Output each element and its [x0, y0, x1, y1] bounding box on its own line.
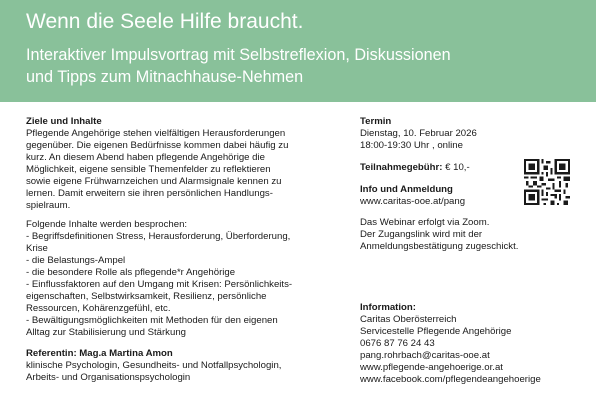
list-item-line: eigenschaften, Selbstwirksamkeit, Resilienz, persönliche — [26, 291, 267, 302]
speaker-line: Arbeits- und Organisationspsychologin — [26, 372, 191, 383]
termin-date: Dienstag, 10. Februar 2026 — [360, 128, 477, 139]
list-item-line: Ressourcen, Kohärenzgefühl, etc. — [26, 303, 171, 314]
list-item-line: Krise — [26, 243, 48, 254]
list-item-line: Alltag zur Stabilisierung und Stärkung — [26, 327, 186, 338]
text-line: Pflegende Angehörige stehen vielfältigen Herausforderungen — [26, 128, 286, 139]
termin-time: 18:00-19:30 Uhr , online — [360, 140, 463, 151]
header-banner — [0, 0, 596, 102]
text-line: gegenüber. Die eigenen Bedürfnisse kommen dabei häufig zu — [26, 140, 289, 151]
list-item-line: - Einflussfaktoren auf den Umgang mit Krisen: Persönlichkeits- — [26, 279, 293, 290]
webinar-line: Der Zugangslink wird mit der — [360, 229, 483, 240]
fee-value: € 10,- — [442, 162, 470, 173]
contact-email-link[interactable]: pang.rohrbach@caritas-ooe.at — [360, 350, 490, 361]
webinar-line: Das Webinar erfolgt via Zoom. — [360, 217, 490, 228]
list-item-line: - die besondere Rolle als pflegende*r Angehörige — [26, 267, 236, 278]
contact-dept: Servicestelle Pflegende Angehörige — [360, 326, 512, 337]
fee-label: Teilnahmegebühr: — [360, 162, 443, 173]
page-title: Wenn die Seele Hilfe braucht. — [26, 10, 304, 33]
subtitle-line: und Tipps zum Mitnachhause-Nehmen — [26, 68, 304, 86]
list-item — [26, 231, 344, 255]
contact-phone[interactable]: 0676 87 76 24 43 — [360, 338, 435, 349]
contact-org: Caritas Oberösterreich — [360, 314, 457, 325]
list-item-line: - Bewältigungsmöglichkeiten mit Methoden für den eigenen — [26, 315, 278, 326]
registration-link[interactable]: www.caritas-ooe.at/pang — [360, 196, 466, 207]
page-subtitle — [26, 44, 451, 88]
list-item — [26, 255, 344, 267]
topics-intro: Folgende Inhalte werden besprochen: — [26, 219, 188, 230]
goals-heading: Ziele und Inhalte — [26, 116, 102, 127]
list-item-line: - die Belastungs-Ampel — [26, 255, 126, 266]
speaker-line: klinische Psychologin, Gesundheits- und Notfallpsychologin, — [26, 360, 282, 371]
qr-code-icon[interactable] — [524, 159, 570, 205]
contact-heading: Information: — [360, 302, 416, 313]
webinar-line: Anmeldungsbestätigung zugeschickt. — [360, 241, 519, 252]
left-column — [26, 116, 344, 384]
info-heading: Info und Anmeldung — [360, 184, 453, 195]
speaker-heading: Referentin: Mag.a Martina Amon — [26, 348, 173, 359]
facebook-link[interactable]: www.facebook.com/pflegendeangehoerige — [360, 374, 541, 385]
right-column — [360, 116, 596, 386]
list-item — [26, 267, 344, 279]
goals-text — [26, 128, 344, 212]
website-link[interactable]: www.pflegende-angehoerige.or.at — [360, 362, 503, 373]
list-item-line: - Begriffsdefinitionen Stress, Herausforderung, Überforderung, — [26, 231, 291, 242]
text-line: lernen. Damit erweitern sie ihren persönlichen Handlungs- — [26, 188, 273, 199]
text-line: spielraum. — [26, 200, 71, 211]
text-line: Möglichkeit, eigene sensible Themenfelder zu reflektieren — [26, 164, 271, 175]
topics-list — [26, 231, 344, 339]
text-line: sowie eigene Frühwarnzeichen und Alarmsignale kennen zu — [26, 176, 282, 187]
list-item — [26, 279, 344, 315]
subtitle-line: Interaktiver Impulsvortrag mit Selbstreflexion, Diskussionen — [26, 46, 451, 64]
text-line: kurz. An diesem Abend haben pflegende Angehörige die — [26, 152, 265, 163]
termin-heading: Termin — [360, 116, 392, 127]
list-item — [26, 315, 344, 339]
